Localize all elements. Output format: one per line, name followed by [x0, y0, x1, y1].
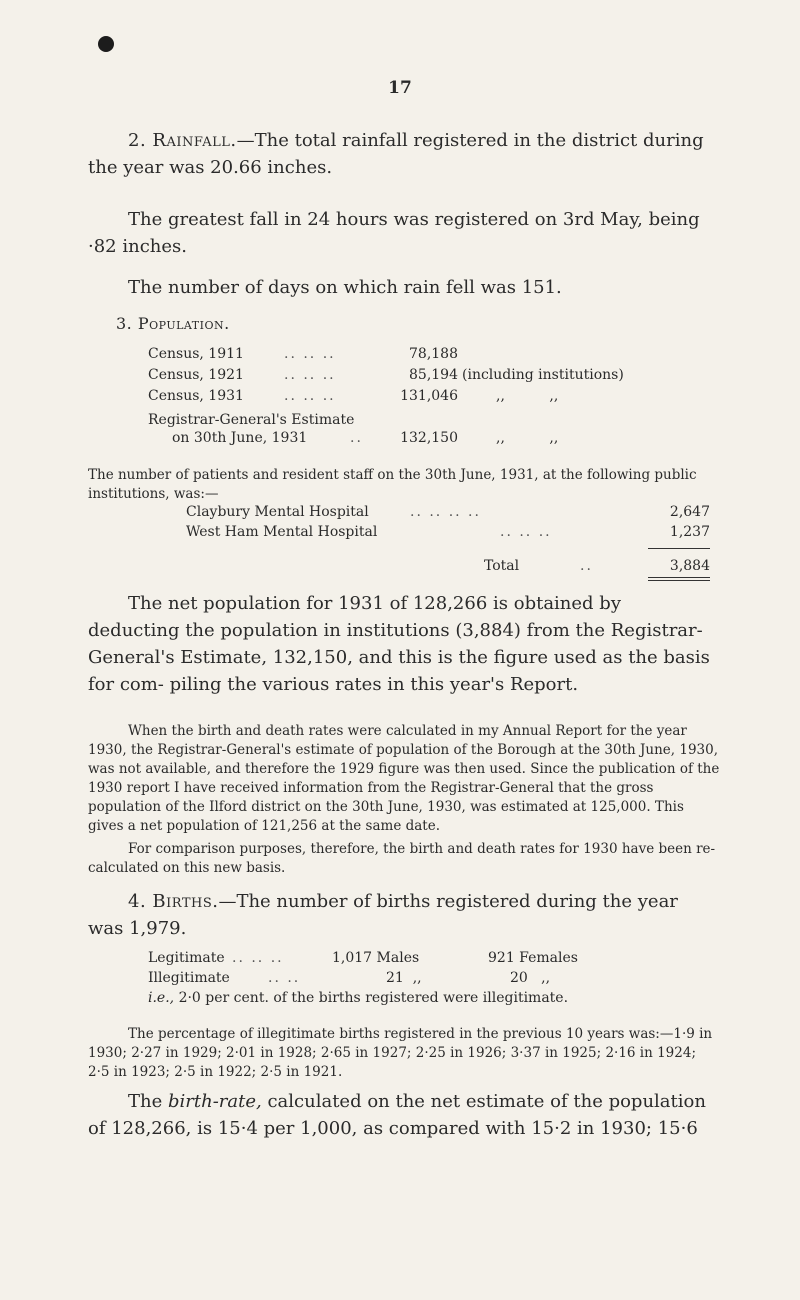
- illegitimate-history: The percentage of illegitimate births registered in the previous 10 years was:—1·9 in 1930; 2·27 in 1929; 2·01 in 1928; 2·65 in 1927; 2·25 in 1926; 3·37 in 1925; 2·16 in 1924; 2·5 in 1923; 2·5 in 1922; 2·5 in 1921.: [88, 1026, 713, 1080]
- page-number: 17: [388, 78, 412, 98]
- comparison-note: For comparison purposes, therefore, the birth and death rates for 1930 have been re-calculated on this new basis.: [88, 841, 716, 876]
- birth-rate-term: birth-rate,: [167, 1091, 262, 1112]
- total-value: 3,884: [669, 558, 710, 574]
- rainfall-text: —The total rainfall registered in the district during the year was 20.66 inches.: [88, 130, 704, 178]
- leader-dots: .. .. ..: [500, 524, 552, 540]
- census-row-label: Census, 1911: [148, 346, 244, 362]
- rainfall-heading: 2. Rainfall.: [128, 130, 237, 151]
- leader-dots: .. .. ..: [284, 346, 336, 362]
- births-row-males: 1,017 Males: [332, 950, 420, 966]
- births-row-males: 21 ,,: [386, 970, 422, 986]
- net-population-paragraph: The net population for 1931 of 128,266 is obtained by deducting the population in institutions (3,884) from the Registrar-General's Estimate, 132,150, and this is the figure used as the basis for com- piling the various rates in this year's Report.: [88, 593, 710, 695]
- leader-dots: .. .. .. ..: [410, 504, 481, 520]
- census-row-value: 78,188: [409, 346, 458, 362]
- rainfall-paragraph: [88, 127, 718, 181]
- institution-name: West Ham Mental Hospital: [186, 524, 378, 540]
- births-text: —The number of births registered during the year was 1,979.: [88, 891, 678, 939]
- recalculation-note: When the birth and death rates were calculated in my Annual Report for the year 1930, the Registrar-General's estimate of population of the Borough at the 30th June, 1930, was not available, and therefore the 1929 figure was then used. Since the publication of the 1930 report I have received information from the Registrar-General that the gross population of the Ilford district on the 30th June, 1930, was estimated at 125,000. This gives a net population of 121,256 at the same date.: [88, 723, 720, 834]
- leader-dots: .. .. ..: [284, 367, 336, 383]
- census-row-value: 131,046: [400, 388, 458, 404]
- leader-dots: .. ..: [268, 970, 301, 986]
- leader-dots: ..: [580, 558, 593, 574]
- births-heading: 4. Births.: [128, 891, 219, 912]
- institution-value: 1,237: [669, 524, 710, 540]
- institutions-intro: The number of patients and resident staff on the 30th June, 1931, at the following public institutions, was:—: [88, 467, 697, 502]
- total-underline: [648, 577, 710, 578]
- sum-rule: [648, 548, 710, 549]
- greatest-fall-paragraph: The greatest fall in 24 hours was registered on 3rd May, being ·82 inches.: [88, 209, 700, 257]
- leader-dots: ..: [350, 430, 363, 446]
- census-row-value: 132,150: [400, 430, 458, 446]
- census-row-label: Registrar-General's Estimate: [148, 412, 355, 428]
- births-row-females: 20 ,,: [510, 970, 551, 986]
- census-row-note: ,, ,,: [496, 388, 559, 404]
- census-row-value: 85,194: [409, 367, 458, 383]
- births-row-label: Legitimate: [148, 950, 225, 966]
- illegitimate-percentage-line: i.e., 2·0 per cent. of the births registered were illegitimate.: [148, 990, 569, 1006]
- census-row-note: (including institutions): [462, 367, 624, 383]
- births-paragraph: [88, 888, 718, 942]
- birth-rate-paragraph: The birth-rate, calculated on the net estimate of the population of 128,266, is 15·4 per 1,000, as compared with 15·2 in 1930; 15·6: [88, 1091, 706, 1139]
- institution-name: Claybury Mental Hospital: [186, 504, 369, 520]
- population-heading: 3. Population.: [116, 314, 230, 333]
- census-row-label: Census, 1931: [148, 388, 244, 404]
- leader-dots: .. .. ..: [232, 950, 284, 966]
- leader-dots: .. .. ..: [284, 388, 336, 404]
- institution-value: 2,647: [669, 504, 710, 520]
- births-row-label: Illegitimate: [148, 970, 230, 986]
- ink-blot: [98, 36, 114, 52]
- total-underline-2: [648, 580, 710, 581]
- births-row-females: 921 Females: [488, 950, 578, 966]
- rain-days-paragraph: The number of days on which rain fell was 151.: [128, 277, 562, 298]
- total-label: Total: [484, 558, 520, 574]
- census-row-note: ,, ,,: [496, 430, 559, 446]
- census-row-label: on 30th June, 1931: [172, 430, 308, 446]
- census-row-label: Census, 1921: [148, 367, 244, 383]
